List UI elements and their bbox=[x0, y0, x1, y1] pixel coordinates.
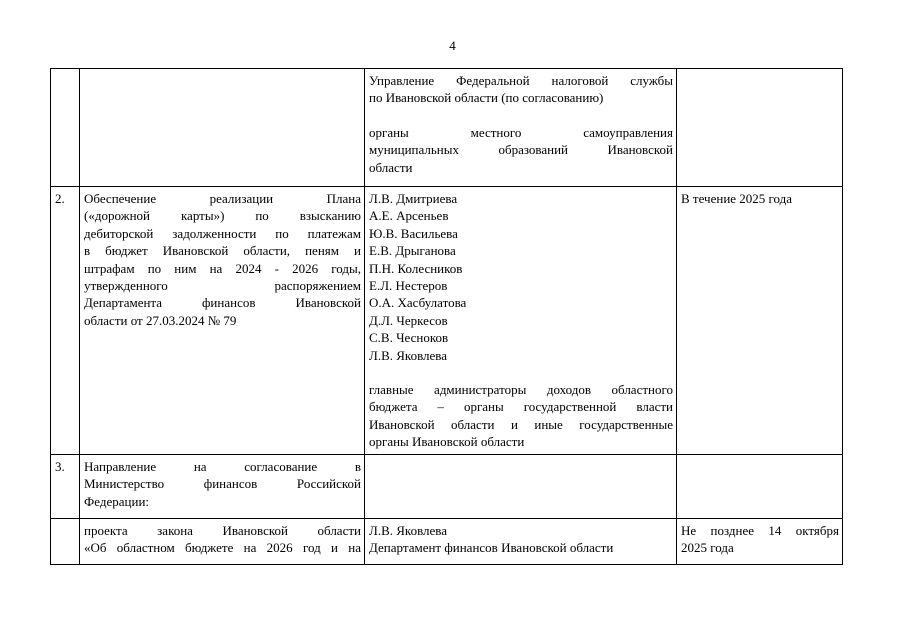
table-row bbox=[51, 69, 843, 187]
executor-name: П.Н. Колесников bbox=[369, 260, 463, 276]
executor-name: Е.В. Дрыганова bbox=[369, 243, 456, 259]
task-line: Направление на согласование в bbox=[84, 459, 361, 474]
executor-line: органы Ивановской области bbox=[369, 434, 525, 450]
executor-name: С.В. Чесноков bbox=[369, 330, 449, 346]
task-line: проекта закона Ивановской области bbox=[84, 523, 361, 538]
cell-number: 2. bbox=[51, 187, 80, 455]
executor-line: Ивановской области и иные государственные bbox=[369, 416, 673, 432]
table-row bbox=[51, 455, 843, 519]
executor-name: Ю.В. Васильева bbox=[369, 225, 458, 241]
cell-number: 3. bbox=[51, 455, 80, 519]
table-row bbox=[51, 187, 843, 455]
task-line: Федерации: bbox=[84, 493, 150, 509]
executor-line: бюджета – органы государственной власти bbox=[369, 399, 673, 415]
deadline-line: Не позднее 14 октября bbox=[681, 523, 839, 538]
executor-name: Л.В. Яковлева bbox=[369, 523, 448, 538]
executor-name: А.Е. Арсеньев bbox=[369, 208, 449, 224]
executor-line: Департамент финансов Ивановской области bbox=[369, 540, 614, 556]
executor-line: по Ивановской области (по согласованию) bbox=[369, 90, 604, 106]
cell-deadline bbox=[677, 519, 843, 565]
executor-line: области bbox=[369, 159, 413, 175]
cell-task bbox=[80, 187, 365, 455]
task-line: штрафам по ним на 2024 - 2026 годы, bbox=[84, 260, 361, 276]
page-number: 4 bbox=[449, 38, 456, 53]
task-line: в бюджет Ивановской области, пеням и bbox=[84, 243, 361, 259]
cell-number bbox=[51, 69, 80, 187]
deadline-line: 2025 года bbox=[681, 540, 734, 556]
task-line: («дорожной карты») по взысканию bbox=[84, 208, 361, 224]
executor-line: Управление Федеральной налоговой службы bbox=[369, 73, 673, 88]
task-line: дебиторской задолженности по платежам bbox=[84, 225, 361, 241]
task-line: области от 27.03.2024 № 79 bbox=[84, 312, 237, 328]
task-line: Министерство финансов Российской bbox=[84, 476, 361, 492]
cell-deadline bbox=[677, 455, 843, 519]
cell-executors bbox=[365, 455, 677, 519]
cell-executors bbox=[365, 69, 677, 187]
task-line: Обеспечение реализации Плана bbox=[84, 191, 361, 206]
executor-name: О.А. Хасбулатова bbox=[369, 295, 467, 311]
executor-line: главные администраторы доходов областного bbox=[369, 382, 673, 398]
cell-task bbox=[80, 69, 365, 187]
executor-line: органы местного самоуправления bbox=[369, 124, 673, 140]
cell-deadline: В течение 2025 года bbox=[677, 187, 843, 455]
executor-name: Л.В. Дмитриева bbox=[369, 191, 458, 206]
task-line: Департамента финансов Ивановской bbox=[84, 295, 361, 311]
executor-name: Е.Л. Нестеров bbox=[369, 278, 448, 294]
cell-task bbox=[80, 519, 365, 565]
cell-deadline bbox=[677, 69, 843, 187]
cell-task bbox=[80, 455, 365, 519]
cell-executors bbox=[365, 519, 677, 565]
cell-executors bbox=[365, 187, 677, 455]
cell-number bbox=[51, 519, 80, 565]
task-line: утвержденного распоряжением bbox=[84, 278, 361, 294]
executor-name: Д.Л. Черкесов bbox=[369, 312, 448, 328]
executor-name: Л.В. Яковлева bbox=[369, 347, 448, 363]
executor-line: муниципальных образований Ивановской bbox=[369, 142, 673, 158]
task-line: «Об областном бюджете на 2026 год и на bbox=[84, 540, 361, 556]
plan-table bbox=[50, 68, 843, 565]
table-row bbox=[51, 519, 843, 565]
